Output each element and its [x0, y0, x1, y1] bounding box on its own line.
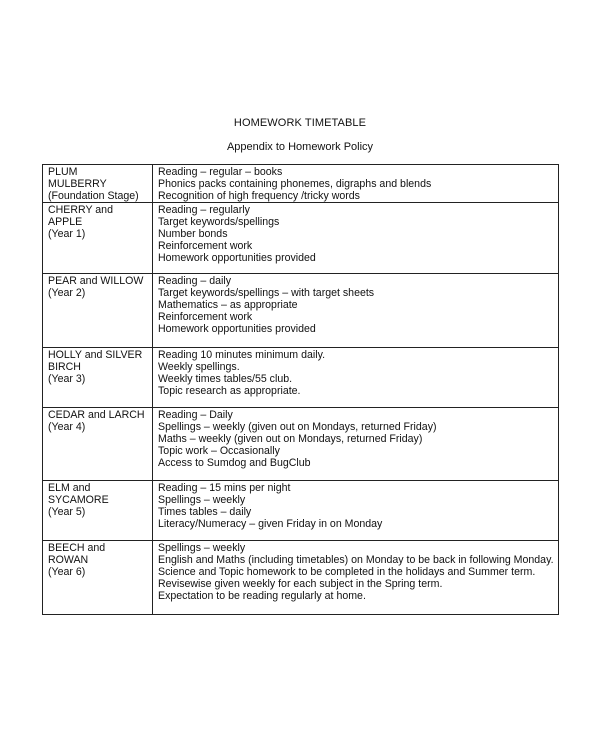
- task-line: Spellings – weekly: [158, 542, 246, 554]
- task-line: Target keywords/spellings – with target sheets: [158, 287, 375, 299]
- table-row: [43, 408, 559, 481]
- class-group-line: HOLLY and SILVER: [48, 349, 143, 361]
- class-group-line: (Year 4): [48, 421, 86, 433]
- table-row: [43, 541, 559, 615]
- class-group-cell: [43, 408, 153, 481]
- page-title: HOMEWORK TIMETABLE: [233, 117, 367, 129]
- task-line: Reinforcement work: [158, 240, 253, 252]
- task-line: Maths – weekly (given out on Mondays, returned Friday): [158, 433, 423, 445]
- homework-tasks-cell: [153, 165, 559, 203]
- task-line: Reading – regular – books: [158, 166, 283, 178]
- homework-tasks-cell: [153, 481, 559, 541]
- homework-tasks-cell: [153, 348, 559, 408]
- task-line: Homework opportunities provided: [158, 323, 316, 335]
- table-row: [43, 165, 559, 203]
- task-line: Topic work – Occasionally: [158, 445, 280, 457]
- task-line: Reading – regularly: [158, 204, 250, 216]
- class-group-line: CEDAR and LARCH: [48, 409, 145, 421]
- class-group-cell: [43, 165, 153, 203]
- task-line: Reading 10 minutes minimum daily.: [158, 349, 326, 361]
- task-line: Expectation to be reading regularly at home.: [158, 590, 366, 602]
- class-group-cell: [43, 541, 153, 615]
- task-line: Weekly spellings.: [158, 361, 240, 373]
- homework-tasks-cell: [153, 274, 559, 348]
- task-line: Times tables – daily: [158, 506, 252, 518]
- task-line: Access to Sumdog and BugClub: [158, 457, 311, 469]
- task-line: Homework opportunities provided: [158, 252, 316, 264]
- class-group-line: PEAR and WILLOW: [48, 275, 144, 287]
- class-group-line: ROWAN: [48, 554, 89, 566]
- task-line: Science and Topic homework to be completed in the holidays and Summer term.: [158, 566, 536, 578]
- class-group-line: PLUM: [48, 166, 78, 178]
- class-group-cell: [43, 274, 153, 348]
- class-group-cell: [43, 348, 153, 408]
- class-group-line: BEECH and: [48, 542, 106, 554]
- class-group-cell: [43, 481, 153, 541]
- task-line: Weekly times tables/55 club.: [158, 373, 293, 385]
- class-group-line: (Year 3): [48, 373, 86, 385]
- class-group-line: ELM and: [48, 482, 91, 494]
- homework-timetable: [42, 164, 559, 615]
- table-row: [43, 274, 559, 348]
- task-line: Reading – Daily: [158, 409, 233, 421]
- homework-tasks-cell: [153, 541, 559, 615]
- task-line: Reinforcement work: [158, 311, 253, 323]
- task-line: Reading – 15 mins per night: [158, 482, 291, 494]
- homework-tasks-cell: [153, 408, 559, 481]
- homework-tasks-cell: [153, 203, 559, 274]
- table-row: [43, 203, 559, 274]
- task-line: Topic research as appropriate.: [158, 385, 301, 397]
- class-group-line: MULBERRY: [48, 178, 107, 190]
- class-group-line: BIRCH: [48, 361, 81, 373]
- table-row: [43, 481, 559, 541]
- task-line: Number bonds: [158, 228, 228, 240]
- class-group-cell: [43, 203, 153, 274]
- task-line: Literacy/Numeracy – given Friday in on Monday: [158, 518, 383, 530]
- class-group-line: (Year 1): [48, 228, 86, 240]
- task-line: Reading – daily: [158, 275, 232, 287]
- task-line: Target keywords/spellings: [158, 216, 280, 228]
- page-subtitle: Appendix to Homework Policy: [226, 141, 374, 153]
- task-line: Recognition of high frequency /tricky words: [158, 190, 360, 202]
- task-line: Spellings – weekly: [158, 494, 246, 506]
- task-line: Spellings – weekly (given out on Mondays, returned Friday): [158, 421, 437, 433]
- task-line: Mathematics – as appropriate: [158, 299, 298, 311]
- table-row: [43, 348, 559, 408]
- class-group-line: (Year 6): [48, 566, 86, 578]
- class-group-line: (Foundation Stage): [48, 190, 139, 202]
- class-group-line: SYCAMORE: [48, 494, 109, 506]
- class-group-line: APPLE: [48, 216, 83, 228]
- class-group-line: (Year 5): [48, 506, 86, 518]
- class-group-line: CHERRY and: [48, 204, 113, 216]
- task-line: Phonics packs containing phonemes, digraphs and blends: [158, 178, 432, 190]
- class-group-line: (Year 2): [48, 287, 86, 299]
- task-line: English and Maths (including timetables) on Monday to be back in following Monday.: [158, 554, 554, 566]
- task-line: Revisewise given weekly for each subject in the Spring term.: [158, 578, 443, 590]
